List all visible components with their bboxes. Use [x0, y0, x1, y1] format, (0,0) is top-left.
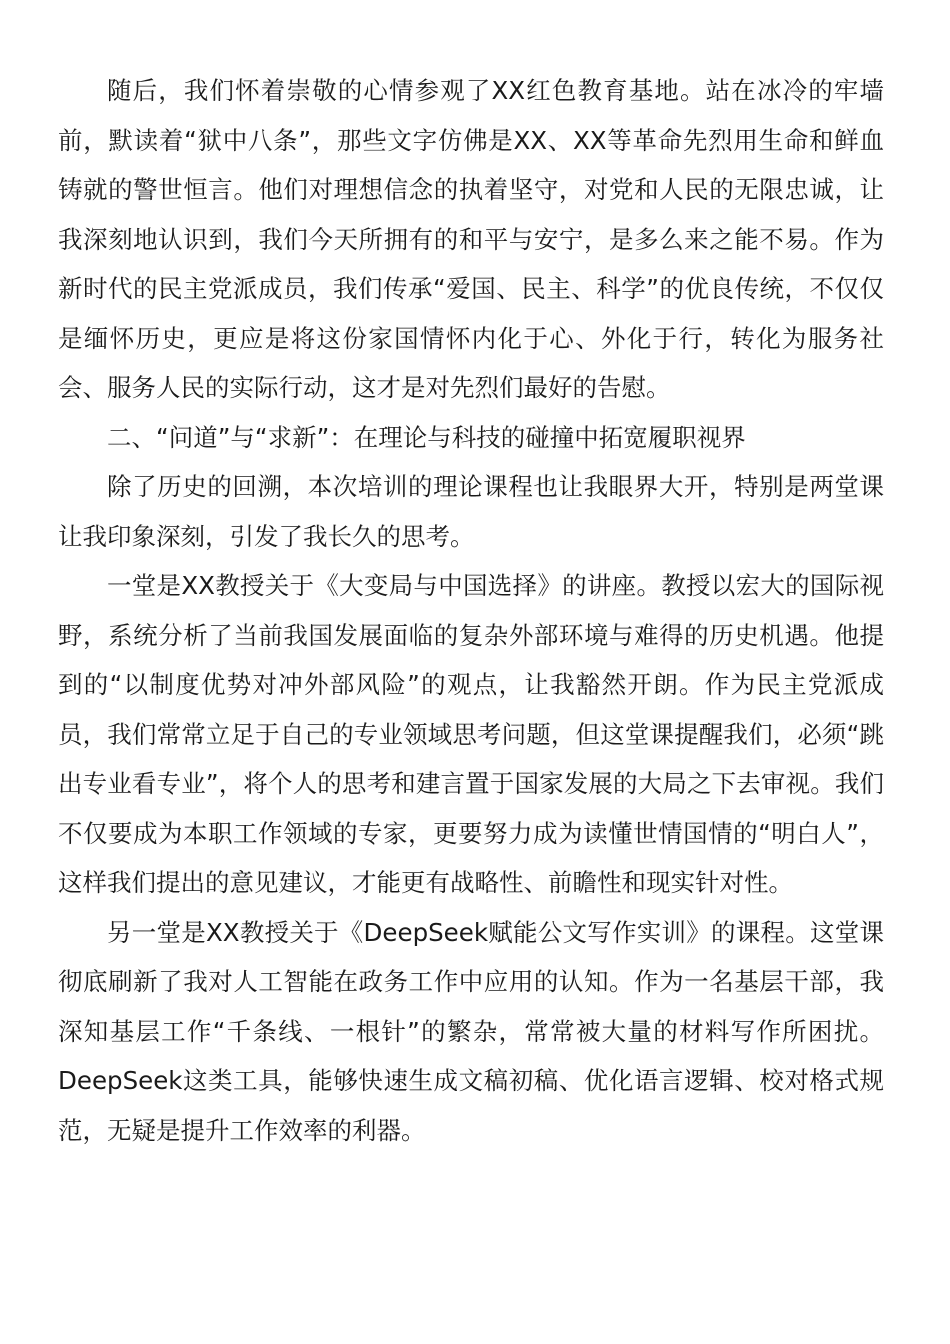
paragraph-deepseek-course: 另一堂是XX教授关于《DeepSeek赋能公文写作实训》的课程。这堂课彻底刷新了我对人工智能在政务工作中应用的认知。作为一名基层干部，我深知基层工作“千条线、一根针”的繁杂，常常被大量的材料写作所困扰。DeepSeek这类工具，能够快速生成文稿初稿、优化语言逻辑、校对格式规范，无疑是提升工作效率的利器。 — [58, 917, 884, 1145]
section-heading-2: 二、“问道”与“求新”：在理论与科技的碰撞中拓宽履职视界 — [107, 422, 746, 452]
paragraph-theory-intro: 除了历史的回溯，本次培训的理论课程也让我眼界大开，特别是两堂课让我印象深刻，引发了我长久的思考。 — [58, 472, 884, 551]
paragraph-lecture-great-changes: 一堂是XX教授关于《大变局与中国选择》的讲座。教授以宏大的国际视野，系统分析了当前我国发展面临的复杂外部环境与难得的历史机遇。他提到的“以制度优势对冲外部风险”的观点，让我豁然开朗。作为民主党派成员，我们常常立足于自己的专业领域思考问题，但这堂课提醒我们，必须“跳出专业看专业”，将个人的思考和建言置于国家发展的大局之下去审视。我们不仅要成为本职工作领域的专家，更要努力成为读懂世情国情的“明白人”，这样我们提出的意见建议，才能更有战略性、前瞻性和现实针对性。 — [58, 571, 884, 897]
paragraph-red-education-base: 随后，我们怀着崇敬的心情参观了XX红色教育基地。站在冰冷的牢墙前，默读着“狱中八条”，那些文字仿佛是XX、XX等革命先烈用生命和鲜血铸就的警世恒言。他们对理想信念的执着坚守，对党和人民的无限忠诚，让我深刻地认识到，我们今天所拥有的和平与安宁，是多么来之能不易。作为新时代的民主党派成员，我们传承“爱国、民主、科学”的优良传统，不仅仅是缅怀历史，更应是将这份家国情怀内化于心、外化于行，转化为服务社会、服务人民的实际行动，这才是对先烈们最好的告慰。 — [58, 76, 884, 402]
document-body — [58, 66, 884, 1155]
